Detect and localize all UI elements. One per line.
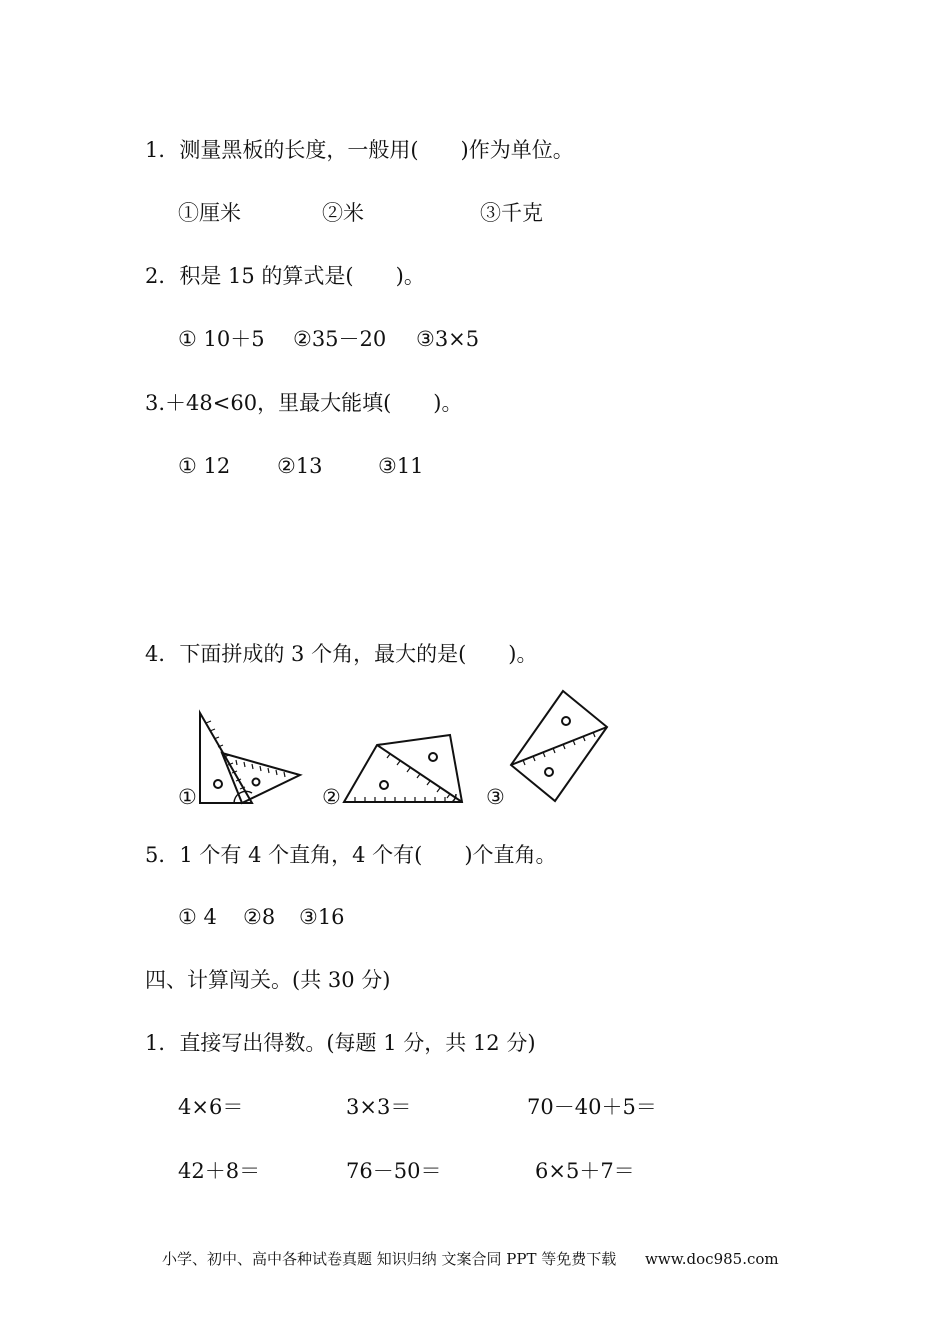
q4-figure-label-3: ③ — [486, 785, 505, 809]
footer-left-text: 小学、初中、高中各种试卷真题 知识归纳 文案合同 PPT 等免费下载 — [162, 1250, 617, 1268]
section4-title: 四、计算闯关。(共 30 分) — [145, 968, 391, 992]
calc-2-3: 6×5＋7＝ — [535, 1159, 635, 1183]
calc-1-2: 3×3＝ — [346, 1095, 412, 1119]
calc-1-1: 4×6＝ — [178, 1095, 244, 1119]
q2-option-3: ③3×5 — [416, 327, 480, 351]
q5-option-1: ① 4 — [178, 905, 217, 929]
q5-option-3: ③16 — [299, 905, 345, 929]
set-square-figure-2 — [340, 730, 470, 820]
q1-stem: 1．测量黑板的长度，一般用( )作为单位。 — [145, 138, 574, 162]
q4-stem: 4．下面拼成的 3 个角，最大的是( )。 — [145, 642, 538, 666]
q5-option-2: ②8 — [243, 905, 276, 929]
footer — [162, 1248, 779, 1269]
q2-option-1: ① 10＋5 — [178, 327, 265, 351]
q3-option-2: ②13 — [277, 454, 323, 478]
set-square-figure-3 — [505, 685, 615, 810]
q3-option-1: ① 12 — [178, 454, 231, 478]
calc-2-2: 76－50＝ — [346, 1159, 442, 1183]
footer-url[interactable]: www.doc985.com — [645, 1250, 779, 1268]
calc-1-3: 70－40＋5＝ — [527, 1095, 657, 1119]
q3-option-3: ③11 — [378, 454, 424, 478]
calc-2-1: 42＋8＝ — [178, 1159, 261, 1183]
q1-option-1: ①厘米 — [178, 201, 241, 225]
q2-option-2: ②35－20 — [293, 327, 387, 351]
q3-stem: 3.＋48<60，里最大能填( )。 — [145, 391, 463, 415]
q2-stem: 2．积是 15 的算式是( )。 — [145, 264, 425, 288]
q5-stem: 5．1 个有 4 个直角，4 个有( )个直角。 — [145, 843, 557, 867]
q4-figure-label-1: ① — [178, 785, 197, 809]
q1-option-2: ②米 — [322, 201, 364, 225]
q1-option-3: ③千克 — [480, 201, 543, 225]
section4-sub1: 1．直接写出得数。(每题 1 分，共 12 分) — [145, 1031, 536, 1055]
q4-figure-label-2: ② — [322, 785, 341, 809]
set-square-figure-1 — [192, 705, 312, 815]
